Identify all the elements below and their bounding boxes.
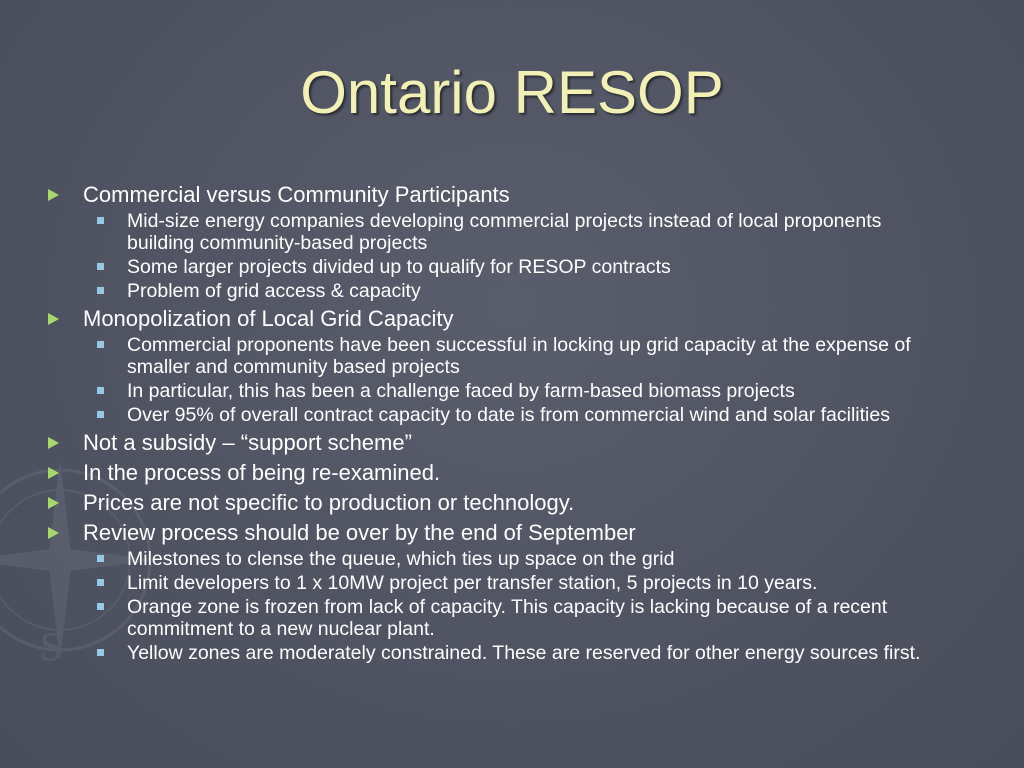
triangle-bullet-icon <box>48 189 59 201</box>
sub-bullet-item <box>46 642 1006 664</box>
sub-bullet-text: Milestones to clense the queue, which ties up space on the grid <box>127 548 675 570</box>
sub-bullet-item <box>46 572 1006 594</box>
triangle-bullet-icon <box>48 313 59 325</box>
bullet-text: Monopolization of Local Grid Capacity <box>83 306 454 331</box>
square-bullet-icon <box>97 649 104 656</box>
bullet-text: Prices are not specific to production or technology. <box>83 490 575 515</box>
triangle-bullet-icon <box>48 437 59 449</box>
bullet-item <box>46 429 1006 456</box>
sub-bullet-text: Over 95% of overall contract capacity to date is from commercial wind and solar facilities <box>127 404 890 426</box>
sub-bullet-text: Mid-size energy companies developing commercial projects instead of local proponents building community-based projects <box>127 210 882 254</box>
bullet-item <box>46 181 1006 208</box>
square-bullet-icon <box>97 341 104 348</box>
triangle-bullet-icon <box>48 527 59 539</box>
square-bullet-icon <box>97 263 104 270</box>
square-bullet-icon <box>97 579 104 586</box>
sub-bullet-text: Yellow zones are moderately constrained. These are reserved for other energy sources first. <box>127 642 921 664</box>
square-bullet-icon <box>97 387 104 394</box>
square-bullet-icon <box>97 603 104 610</box>
bullet-item <box>46 519 1006 546</box>
sub-bullet-item <box>46 596 1006 640</box>
sub-bullet-item <box>46 548 1006 570</box>
sub-bullet-text: Limit developers to 1 x 10MW project per transfer station, 5 projects in 10 years. <box>127 572 818 594</box>
square-bullet-icon <box>97 287 104 294</box>
sub-bullet-item <box>46 404 1006 426</box>
bullet-text: Commercial versus Community Participants <box>83 182 510 207</box>
sub-bullet-item <box>46 334 1006 378</box>
sub-bullet-text: Some larger projects divided up to qualify for RESOP contracts <box>127 256 671 278</box>
square-bullet-icon <box>97 217 104 224</box>
sub-bullet-item <box>46 256 1006 278</box>
square-bullet-icon <box>97 411 104 418</box>
slide-title: Ontario RESOP <box>300 59 724 126</box>
triangle-bullet-icon <box>48 497 59 509</box>
sub-bullet-text: Problem of grid access & capacity <box>127 280 421 302</box>
sub-bullet-item <box>46 210 1006 254</box>
sub-bullet-text: Orange zone is frozen from lack of capacity. This capacity is lacking because of a recent commitment to a new nuclear plant. <box>127 596 888 640</box>
bullet-text: Review process should be over by the end of September <box>83 520 636 545</box>
sub-bullet-text: Commercial proponents have been successful in locking up grid capacity at the expense of smaller and community based projects <box>127 334 911 378</box>
bullet-item <box>46 489 1006 516</box>
bullet-item <box>46 459 1006 486</box>
bullet-text: Not a subsidy – “support scheme” <box>83 430 412 455</box>
square-bullet-icon <box>97 555 104 562</box>
bullet-item <box>46 305 1006 332</box>
sub-bullet-text: In particular, this has been a challenge faced by farm-based biomass projects <box>127 380 795 402</box>
sub-bullet-item <box>46 380 1006 402</box>
triangle-bullet-icon <box>48 467 59 479</box>
svg-text:S: S <box>40 624 63 669</box>
sub-bullet-item <box>46 280 1006 302</box>
bullet-list <box>46 178 1006 664</box>
bullet-text: In the process of being re-examined. <box>83 460 441 485</box>
